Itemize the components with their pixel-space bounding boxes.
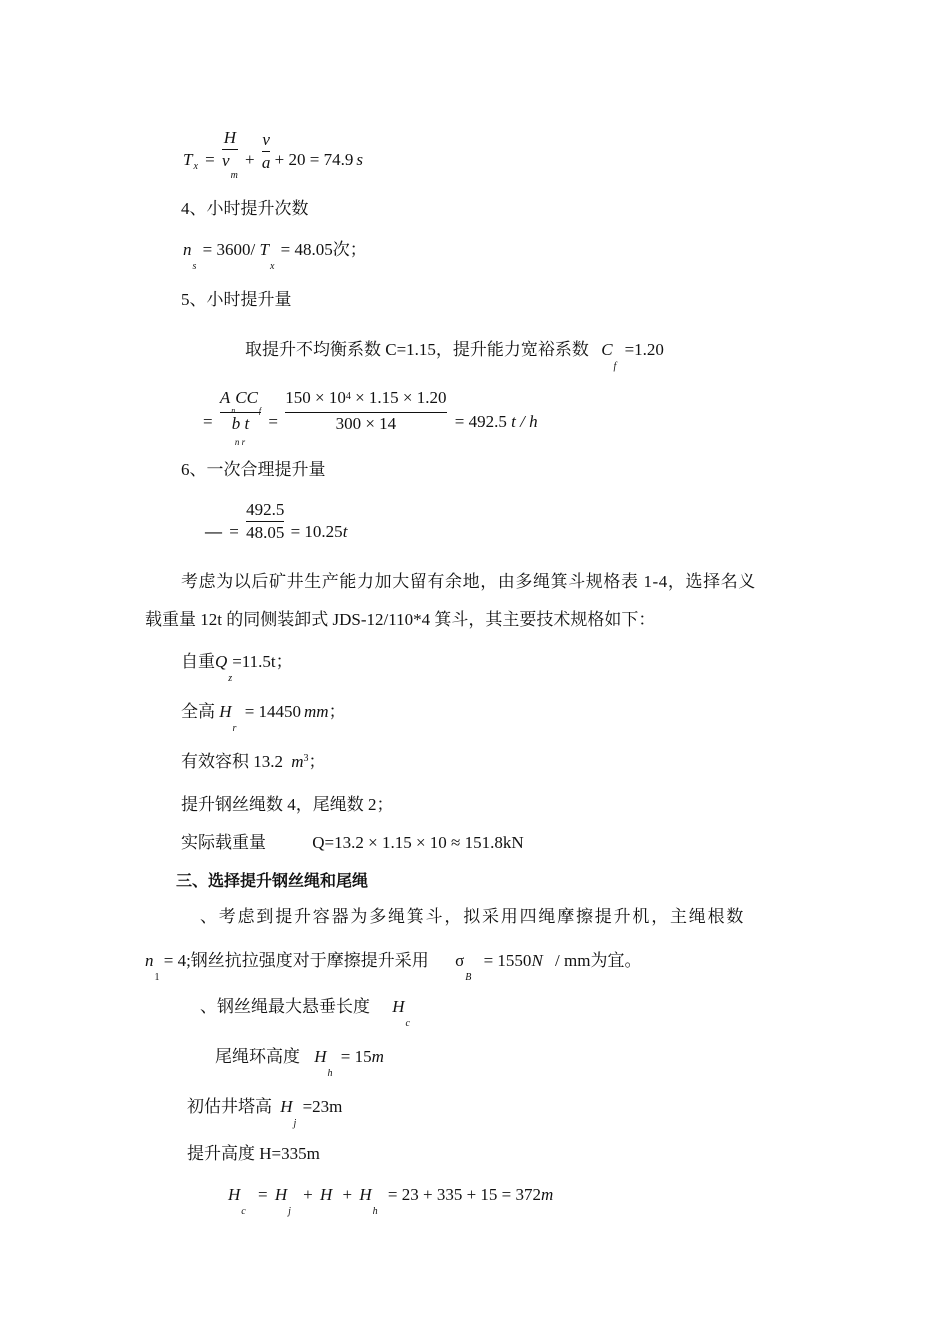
frac-num-numeric: $150 \times 10^4 \times 1.15 \times 1.20$ <box>285 388 447 407</box>
sub-f: f <box>613 361 617 372</box>
op-eq: = <box>268 411 278 431</box>
section-3-heading: 三、选择提升钢丝绳和尾绳 <box>176 871 369 890</box>
op-eq: = <box>229 522 239 542</box>
frac-vm-over-a <box>262 130 271 173</box>
frac-acc-over-bt <box>219 388 262 447</box>
frac-den-numeric: 300 × 14 <box>335 414 397 433</box>
formula-tail: + 20 = 74.9 <box>274 149 354 169</box>
paragraph-1-line-1: 考虑为以后矿井生产能力加大留有余地，由多绳箕斗规格表 1-4，选择名义 <box>181 572 756 591</box>
formula-load <box>205 500 347 550</box>
sym-T: T <box>183 149 193 169</box>
sub-x: x <box>193 160 198 172</box>
op-plus: + <box>245 149 255 169</box>
op-eq: = <box>203 411 213 431</box>
coef-value: =1.20 <box>624 340 664 359</box>
frac-numeric <box>285 388 446 434</box>
sub-s: s <box>192 261 197 272</box>
sym-T: T <box>259 240 269 259</box>
formula-tx <box>183 128 363 184</box>
formula-ns <box>183 240 367 272</box>
frac-den-v: $v_m$ <box>222 151 238 181</box>
frac-den: 48.05 <box>246 523 285 542</box>
frac-load <box>246 500 284 543</box>
tail-rope-loop-height: 尾绳环高度 $H_h = 15m$ <box>215 1047 384 1079</box>
tower-height: 初估井塔高 $H_j =23m$ <box>187 1097 343 1129</box>
paragraph-3: $n_1 = 4$;钢丝抗拉强度对于摩擦提升采用 $\sigma_B = 1550N$ / mm为宜。 <box>145 951 642 983</box>
frac-den-a: a <box>261 152 271 172</box>
frac-num: 492.5 <box>246 500 285 519</box>
spec-volume: 有效容积 13.2 $m^3$； <box>181 752 326 771</box>
dash: — <box>205 522 222 542</box>
unit-t: t <box>342 522 348 542</box>
spec-rope-count: 提升钢丝绳数 4，尾绳数 2； <box>181 795 394 814</box>
spec-self-weight: 自重$Q_z=11.5t$； <box>181 652 293 684</box>
spec-total-height: 全高 $H_r = 14450$ mm； <box>181 702 346 734</box>
paragraph-1-line-2: 载重量 12t 的同侧装卸式 JDS-12/110*4 箕斗，其主要技术规格如下： <box>145 610 656 629</box>
formula-capacity <box>200 388 538 448</box>
unit-s: s <box>356 149 363 169</box>
frac-num-acc: $A_nCC_f$ <box>219 388 262 415</box>
frac-den-bt: b t <box>231 414 250 433</box>
sym-C: C <box>601 340 613 359</box>
spec-actual-load: 实际载重量 Q=13.2 × 1.15 × 10 ≈ 151.8kN <box>181 833 524 852</box>
paragraph-2: 、考虑到提升容器为多绳箕斗，拟采用四绳摩擦提升机，主绳根数 <box>200 907 746 926</box>
formula-hc: $H_c = H_j + H + H_h = 23 + 335 + 15 = 372m$ <box>228 1185 554 1217</box>
formula-tail: = 48.05次； <box>280 240 367 259</box>
item-6-heading: 6、一次合理提升量 <box>181 460 326 479</box>
item-5-heading: 5、小时提升量 <box>181 290 292 309</box>
sym-n: n <box>183 240 192 259</box>
formula-mid: = 3600/ <box>202 240 256 259</box>
op-eq: = <box>205 149 215 169</box>
item-4-heading: 4、小时提升次数 <box>181 199 309 218</box>
frac-h-over-vm <box>222 128 238 181</box>
sub-x: x <box>269 261 275 272</box>
formula-tail: = 10.25 <box>290 522 343 542</box>
unit-th: t / h <box>511 411 538 431</box>
sub-nr: n r <box>234 437 246 447</box>
coefficient-line <box>245 340 664 372</box>
coef-text: 取提升不均衡系数 C=1.15，提升能力宽裕系数 <box>245 340 589 359</box>
lift-height: 提升高度 H=335m <box>187 1144 320 1163</box>
frac-num-v: v <box>262 129 270 149</box>
formula-tail: = 492.5 <box>454 411 507 431</box>
frac-num-H: H <box>223 128 237 147</box>
item-hc: 、钢丝绳最大悬垂长度 $H_c$ <box>200 997 410 1029</box>
